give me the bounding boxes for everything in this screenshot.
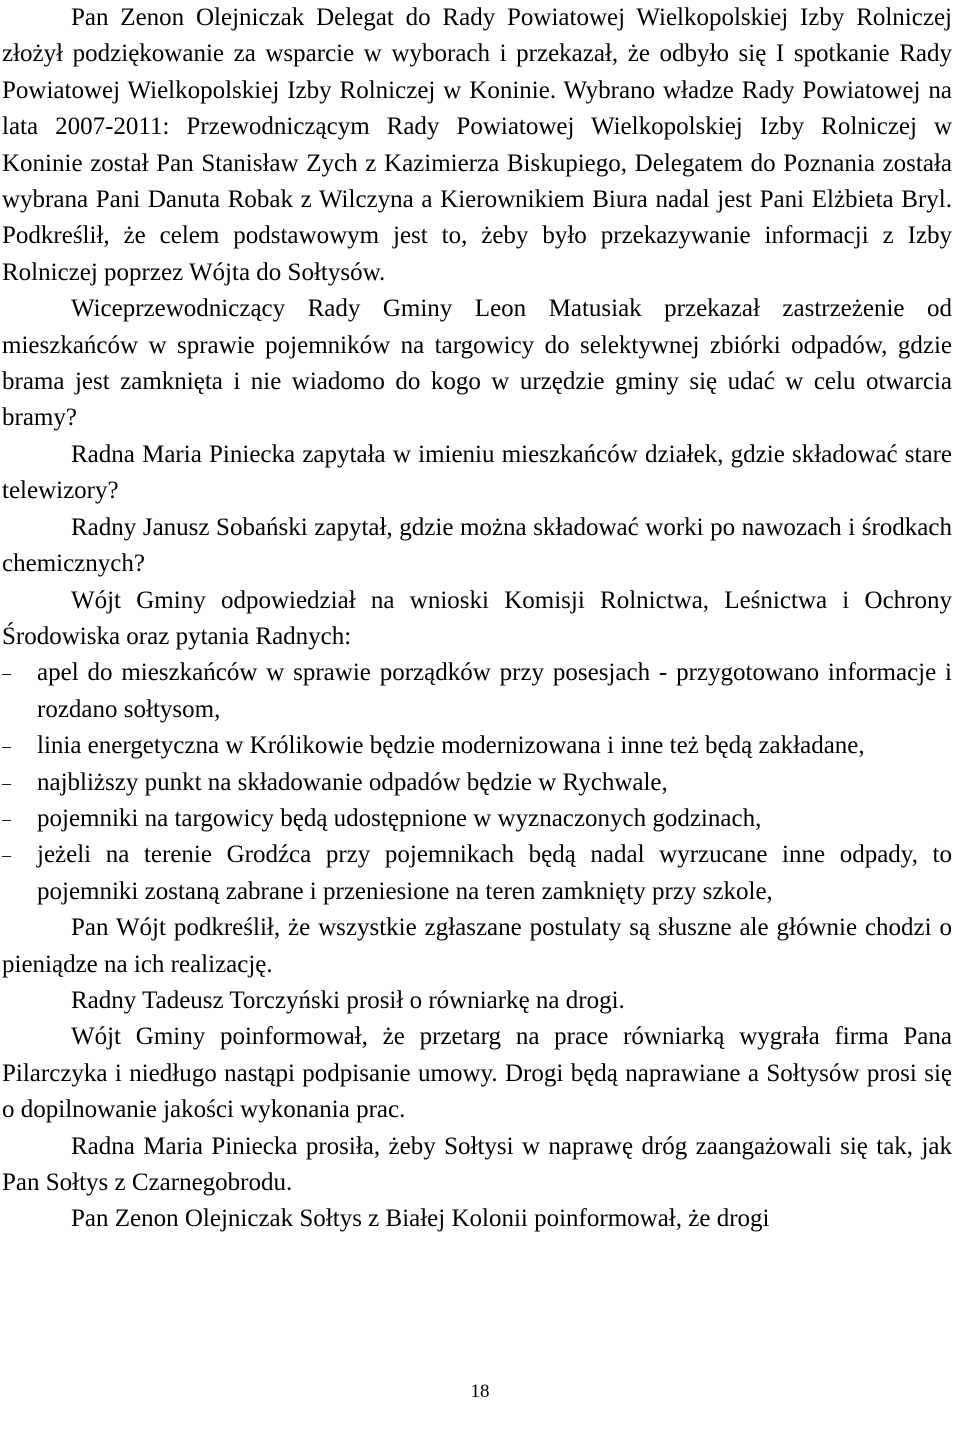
paragraph-olejniczak-roads: Pan Zenon Olejniczak Sołtys z Białej Kolonii poinformował, że drogi — [71, 1205, 770, 1233]
list-item-text: najbliższy punkt na składowanie odpadów będzie w Rychwale, — [37, 768, 668, 796]
paragraph-grader-tender: Wójt Gminy poinformował, że przetarg na prace równiarką wygrała firma Pana Pilarczyka i niedługo nastąpi podpisanie umowy. Drogi będą naprawiane a Sołtysów prosi się o dopilnowanie jakości wykonania prac. — [2, 1023, 952, 1124]
list-item-text: jeżeli na terenie Grodźca przy pojemnikach będą nadal wyrzucane inne odpady, to pojemniki zostaną zabrane i przeniesione na teren zamknięty przy szkole, — [37, 841, 952, 905]
page-number: 18 — [470, 1381, 490, 1402]
dash-bullet-icon: – — [2, 772, 11, 793]
list-item-text: linia energetyczna w Królikowie będzie modernizowana i inne też będą zakładane, — [37, 732, 865, 760]
dash-bullet-icon: – — [2, 736, 11, 757]
answers-list — [2, 655, 952, 910]
paragraph-wojt-answers-intro: Wójt Gminy odpowiedział na wnioski Komisji Rolnictwa, Leśnictwa i Ochrony Środowiska oraz pytania Radnych: — [2, 586, 952, 650]
dash-bullet-icon: – — [2, 845, 11, 866]
paragraph-matusiak: Wiceprzewodniczący Rady Gminy Leon Matusiak przekazał zastrzeżenie od mieszkańców w sprawie pojemników na targowicy do selektywnej zbiórki odpadów, gdzie brama jest zamknięta i nie wiadomo do kogo w urzędzie gminy się udać w celu otwarcia bramy? — [2, 295, 952, 432]
paragraph-piniecka-question: Radna Maria Piniecka zapytała w imieniu mieszkańców działek, gdzie składować stare telewizory? — [2, 440, 952, 505]
paragraph-piniecka-request: Radna Maria Piniecka prosiła, żeby Sołtysi w naprawę dróg zaangażowali się tak, jak Pan Sołtys z Czarnegobrodu. — [2, 1132, 952, 1196]
paragraph-sobanski-question: Radny Janusz Sobański zapytał, gdzie można składować worki po nawozach i środkach chemicznych? — [2, 513, 952, 578]
paragraph-torczynski-request: Radny Tadeusz Torczyński prosił o równiarkę na drogi. — [71, 986, 625, 1014]
list-item — [2, 801, 952, 837]
paragraph-wojt-postulates: Pan Wójt podkreślił, że wszystkie zgłaszane postulaty są słuszne ale głównie chodzi o pieniądze na ich realizację. — [2, 914, 952, 978]
list-item — [2, 655, 952, 728]
list-item-text: apel do mieszkańców w sprawie porządków przy posesjach - przygotowano informacje i rozdano sołtysom, — [37, 659, 952, 723]
document-body — [2, 0, 952, 1238]
list-item — [2, 837, 952, 910]
list-item — [2, 765, 952, 801]
dash-bullet-icon: – — [2, 663, 11, 684]
list-item — [2, 728, 952, 764]
list-item-text: pojemniki na targowicy będą udostępnione w wyznaczonych godzinach, — [37, 804, 762, 832]
paragraph-izba-rolnicza: Pan Zenon Olejniczak Delegat do Rady Powiatowej Wielkopolskiej Izby Rolniczej złożył podziękowanie za wsparcie w wyborach i przekazał, że odbyło się I spotkanie Rady Powiatowej Wielkopolskiej Izby Rolniczej w Koninie. Wybrano władze Rady Powiatowej na lata 2007-2011: Przewodniczącym Rady Powiatowej Wielkopolskiej Izby Rolniczej w Koninie został Pan Stanisław Zych z Kazimierza Biskupiego, Delegatem do Poznania została wybrana Pani Danuta Robak z Wilczyna a Kierownikiem Biura nadal jest Pani Elżbieta Bryl. Podkreślił, że celem podstawowym jest to, żeby było przekazywanie informacji z Izby Rolniczej poprzez Wójta do Sołtysów. — [2, 4, 952, 286]
dash-bullet-icon: – — [2, 808, 11, 829]
